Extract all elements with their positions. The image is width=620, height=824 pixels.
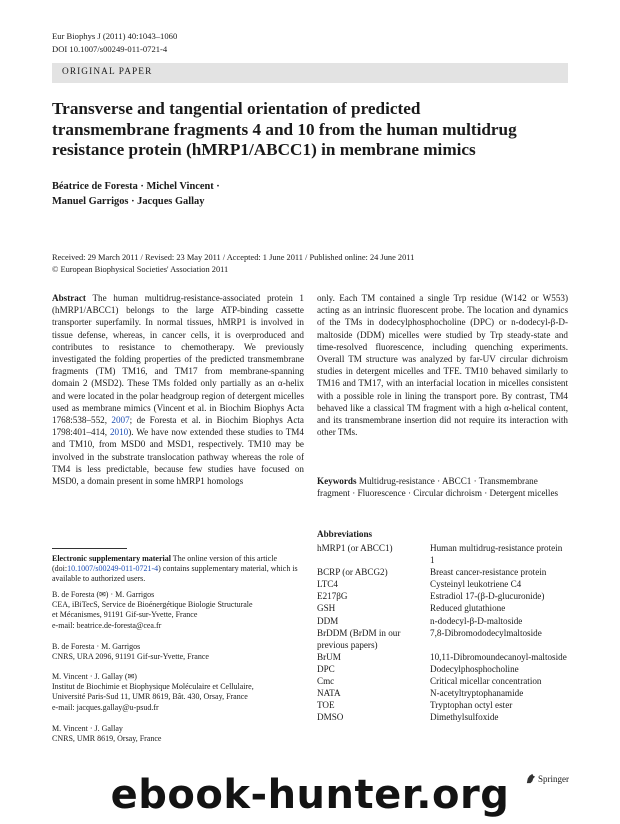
- title-line: transmembrane fragments 4 and 10 from the human multidrug: [52, 119, 517, 139]
- affiliation-authors: B. de Foresta (✉) · M. Garrigos: [52, 590, 155, 599]
- abbr-definition: Critical micellar concentration: [430, 676, 542, 687]
- affiliation-authors: M. Vincent · J. Gallay: [52, 724, 123, 733]
- abstract-left-column: [52, 292, 304, 487]
- copyright-line: © European Biophysical Societies' Association 2011: [52, 264, 229, 274]
- affiliation-email: e-mail: jacques.gallay@u-psud.fr: [52, 702, 159, 712]
- title-line: resistance protein (hMRP1/ABCC1) in membrane mimics: [52, 140, 476, 159]
- affiliation-address: CEA, iBiTecS, Service de Bioénergétique Biologie Structurale: [52, 600, 253, 610]
- abbr-definition: Estradiol 17-(β-D-glucuronide): [430, 591, 545, 602]
- affiliation-address: CNRS, URA 2096, 91191 Gif-sur-Yvette, France: [52, 652, 209, 662]
- doi-link[interactable]: 10.1007/s00249-011-0721-4: [67, 564, 159, 574]
- citation-link-2007[interactable]: 2007: [111, 415, 130, 426]
- abbr-term: TOE: [317, 700, 335, 711]
- affiliation-authors: B. de Foresta · M. Garrigos: [52, 642, 141, 651]
- affiliation-authors: M. Vincent · J. Gallay (✉): [52, 672, 137, 681]
- affiliation-block: [52, 672, 304, 713]
- abstract-heading: Abstract: [52, 293, 86, 303]
- abbr-term: E217βG: [317, 591, 348, 602]
- abbr-definition: Human multidrug-resistance protein 1: [430, 543, 563, 566]
- section-band: [52, 63, 568, 83]
- citation-link-2010[interactable]: 2010: [109, 427, 129, 438]
- authors-line: Béatrice de Foresta · Michel Vincent ·: [52, 181, 220, 192]
- abbr-definition: 7,8-Dibromododecylmaltoside: [430, 627, 542, 638]
- abstract-text: ). We have now extended these studies to TM4 and TM10, from MSD0 and MSD1, respectively. TM10 may be involved in the substrate translocation pathway whereas the role of TM4 is less predictable, because few studies have focused on MSD0, a domain present in some hMRP1 homologs: [52, 427, 304, 487]
- table-row: [317, 675, 568, 687]
- abbr-term: Cmc: [317, 676, 335, 687]
- abbr-definition: Cysteinyl leukotriene C4: [430, 579, 522, 590]
- abbr-definition: Dimethylsulfoxide: [430, 712, 499, 723]
- abbr-definition: N-acetyltryptophanamide: [430, 688, 524, 699]
- table-row: [317, 615, 568, 627]
- table-row: [317, 711, 568, 723]
- keywords: [317, 475, 568, 499]
- footnote-divider: [52, 548, 127, 549]
- affiliation-email: e-mail: beatrice.de-foresta@cea.fr: [52, 620, 162, 630]
- section-label: ORIGINAL PAPER: [62, 67, 153, 77]
- title-line: Transverse and tangential orientation of predicted: [52, 99, 421, 118]
- keywords-heading: Keywords: [317, 476, 357, 486]
- journal-reference: Eur Biophys J (2011) 40:1043–1060: [52, 31, 178, 41]
- abbr-definition: Breast cancer-resistance protein: [430, 567, 547, 578]
- publisher-name: Springer: [538, 773, 569, 784]
- affiliation-address: Université Paris-Sud 11, UMR 8619, Bât. 430, Orsay, France: [52, 692, 248, 702]
- abbr-term: LTC4: [317, 579, 338, 590]
- table-row: [317, 699, 568, 711]
- abbr-term: BrUM: [317, 651, 341, 662]
- table-row: [317, 651, 568, 663]
- authors-line: Manuel Garrigos · Jacques Gallay: [52, 195, 205, 207]
- table-row: [317, 663, 568, 675]
- supplementary-note: [52, 554, 304, 585]
- abbr-definition: 10,11-Dibromoundecanoyl-maltoside: [430, 651, 567, 662]
- abstract-text: only. Each TM contained a single Trp residue (W142 or W553) acting as an intrinsic fluorescent probe. The location and dynamics of the TMs in dodecylphosphocholine (DPC) or n-dodecyl-β-D-maltoside (DDM) micelles were studied by Trp steady-state and time-resolved fluorescence, including quenching experiments. Overall TM structure was analyzed by far-UV circular dichroism studies in detergent micelles and TFE. TM10 behaved similarly to TM16 and TM17, with an interfacial location in micelles consistent with a possible role in lining the transport pore. By contrast, TM4 behaved like a classical TM fragment with a high α-helical content, and its transmembrane insertion did not require its interaction with other TMs.: [317, 293, 568, 438]
- abbr-term: DPC: [317, 663, 335, 674]
- journal-citation: [52, 30, 177, 56]
- abbr-term: hMRP1 (or ABCC1): [317, 543, 393, 553]
- abbr-definition: Dodecylphosphocholine: [430, 663, 519, 674]
- abbr-term: DDM: [317, 615, 339, 626]
- affiliation-block: [52, 724, 304, 744]
- affiliation-address: Institut de Biochimie et Biophysique Moléculaire et Cellulaire,: [52, 682, 254, 692]
- table-row: [317, 590, 568, 602]
- table-row: [317, 566, 568, 578]
- author-list: [52, 180, 220, 209]
- abbreviations-table: [317, 542, 568, 723]
- affiliation-block: [52, 590, 304, 631]
- abbr-term: BrDDM (BrDM in our previous papers): [317, 627, 401, 650]
- affiliation-block: [52, 642, 304, 662]
- esm-text: The online version of this article (doi:: [52, 554, 277, 574]
- paper-title: [52, 99, 572, 161]
- affiliation-address: CNRS, UMR 8619, Orsay, France: [52, 734, 162, 744]
- abbr-definition: Tryptophan octyl ester: [430, 700, 513, 711]
- abbr-term: NATA: [317, 688, 341, 699]
- publication-dates: [52, 252, 414, 275]
- table-row: [317, 578, 568, 590]
- table-row: [317, 687, 568, 699]
- esm-heading: Electronic supplementary material: [52, 554, 171, 563]
- abbr-definition: n-dodecyl-β-D-maltoside: [430, 615, 523, 626]
- abstract-right-column: [317, 292, 568, 438]
- abbreviations-heading: Abbreviations: [317, 529, 373, 539]
- doi-line: DOI 10.1007/s00249-011-0721-4: [52, 44, 168, 54]
- affiliation-address: et Mécanismes, 91191 Gif-sur-Yvette, France: [52, 610, 198, 620]
- table-row: [317, 627, 568, 651]
- abbr-term: DMSO: [317, 712, 344, 723]
- abbr-term: GSH: [317, 603, 336, 614]
- watermark: ebook-hunter.org: [110, 772, 510, 818]
- keywords-text: Multidrug-resistance · ABCC1 · Transmembrane fragment · Fluorescence · Circular dichroism · Detergent micelles: [317, 476, 559, 499]
- abstract-text: ; de Foresta et al. in Biochim Biophys Acta 1798:401–414,: [52, 415, 304, 438]
- history-line: Received: 29 March 2011 / Revised: 23 May 2011 / Accepted: 1 June 2011 / Published online: 24 June 2011: [52, 253, 415, 262]
- table-row: [317, 542, 568, 566]
- esm-text: ) contains supplementary material, which is available to authorized users.: [52, 564, 298, 584]
- table-row: [317, 602, 568, 614]
- abbr-term: BCRP (or ABCG2): [317, 567, 388, 578]
- abstract-text: The human multidrug-resistance-associated protein 1 (hMRP1/ABCC1) belongs to the large ATP-binding cassette transporter superfamily. In normal tissues, hMRP1 is involved in tissue defense, whereas, in cancer cells, it is overproduced and contributes to resistance to chemotherapy. We previously investigated the folding properties of the predicted transmembrane fragments (TM) TM16, and TM17 from membrane-spanning domain 2 (MSD2). These TMs folded only partially as an α-helix and were located in the polar headgroup region of detergent micelles used as membrane mimics (Vincent et al. in Biochim Biophys Acta 1768:538–552,: [52, 293, 304, 426]
- abbr-definition: Reduced glutathione: [430, 603, 506, 614]
